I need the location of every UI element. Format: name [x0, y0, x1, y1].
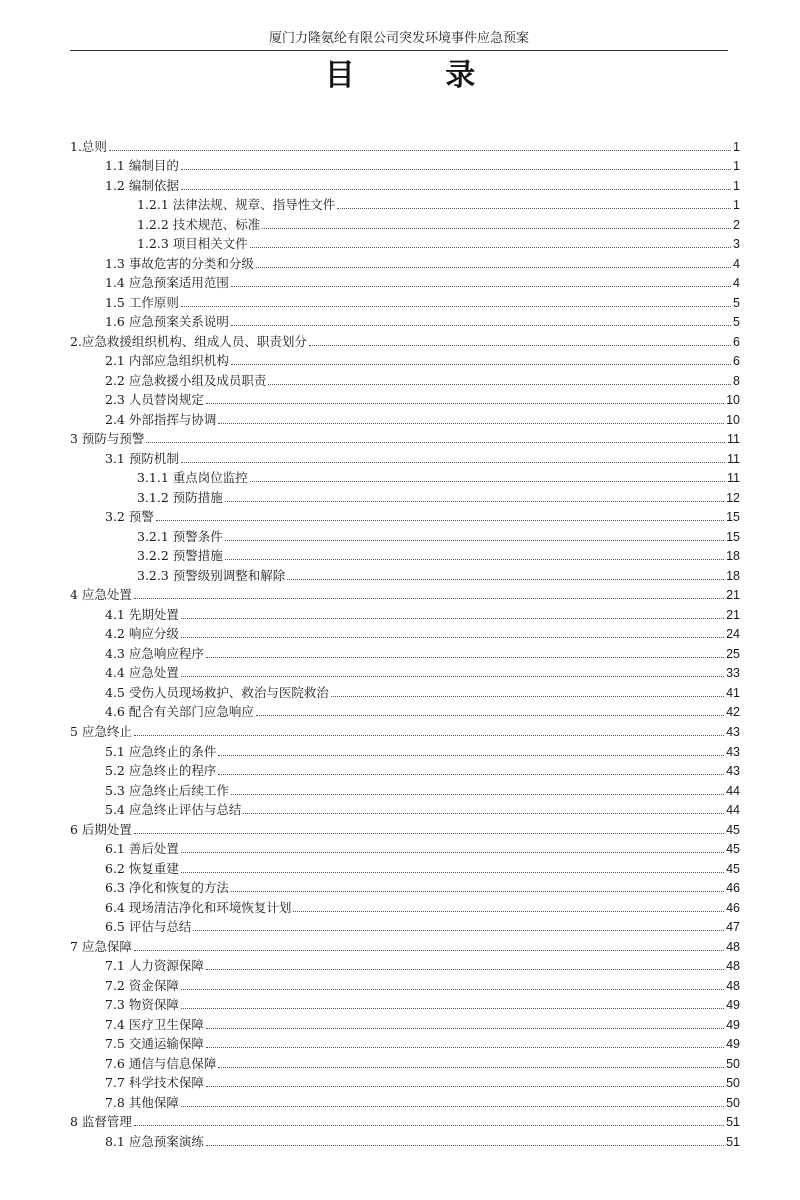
toc-entry[interactable] — [70, 194, 740, 214]
dot-leader — [231, 891, 724, 892]
toc-entry[interactable] — [70, 1111, 740, 1131]
toc-entry[interactable] — [70, 213, 740, 233]
dot-leader — [268, 384, 731, 385]
toc-entry[interactable] — [70, 857, 740, 877]
dot-leader — [181, 306, 731, 307]
toc-entry-page: 10 — [726, 412, 740, 427]
dot-leader — [250, 247, 731, 248]
toc-entry-page: 24 — [726, 627, 740, 642]
toc-entry-page: 3 — [733, 237, 740, 252]
toc-entry[interactable] — [70, 720, 740, 740]
toc-entry-page: 11 — [727, 471, 740, 486]
toc-entry-label: 3.2.1 预警条件 — [137, 528, 223, 544]
toc-entry-label: 7.6 通信与信息保障 — [105, 1055, 217, 1071]
toc-entry-page: 2 — [733, 217, 740, 232]
toc-entry-label: 7.2 资金保障 — [105, 977, 179, 993]
dot-leader — [256, 715, 724, 716]
toc-entry-label: 2.2 应急救援小组及成员职责 — [105, 372, 267, 388]
toc-entry[interactable] — [70, 1091, 740, 1111]
dot-leader — [256, 267, 731, 268]
toc-entry-page: 15 — [726, 529, 740, 544]
dot-leader — [181, 852, 724, 853]
toc-entry[interactable] — [70, 545, 740, 565]
dot-leader — [134, 735, 724, 736]
toc-entry-page: 33 — [726, 666, 740, 681]
toc-entry[interactable] — [70, 974, 740, 994]
toc-entry[interactable] — [70, 389, 740, 409]
toc-entry-page: 50 — [726, 1056, 740, 1071]
toc-entry-label: 2.应急救援组织机构、组成人员、职责划分 — [70, 333, 307, 349]
toc-entry[interactable] — [70, 877, 740, 897]
toc-entry[interactable] — [70, 408, 740, 428]
dot-leader — [193, 930, 724, 931]
toc-entry-page: 45 — [726, 861, 740, 876]
toc-entry[interactable] — [70, 740, 740, 760]
toc-entry[interactable] — [70, 779, 740, 799]
dot-leader — [181, 189, 731, 190]
toc-entry-label: 4 应急处置 — [70, 587, 132, 603]
dot-leader — [231, 325, 731, 326]
dot-leader — [337, 208, 731, 209]
toc-entry-page: 46 — [726, 900, 740, 915]
toc-entry-page: 43 — [726, 724, 740, 739]
toc-entry[interactable] — [70, 1033, 740, 1053]
toc-entry-label: 6.3 净化和恢复的方法 — [105, 880, 229, 896]
toc-entry-label: 8 监督管理 — [70, 1114, 132, 1130]
dot-leader — [309, 345, 731, 346]
toc-entry-page: 49 — [726, 998, 740, 1013]
toc-entry-label: 6.1 善后处置 — [105, 841, 179, 857]
toc-entry-page: 49 — [726, 1017, 740, 1032]
toc-entry-label: 1.5 工作原则 — [105, 294, 179, 310]
dot-leader — [206, 403, 724, 404]
toc-entry-page: 43 — [726, 764, 740, 779]
toc-entry[interactable] — [70, 603, 740, 623]
toc-entry-label: 1.总则 — [70, 138, 107, 154]
toc-entry-label: 5.3 应急终止后续工作 — [105, 782, 229, 798]
toc-entry-label: 7.7 科学技术保障 — [105, 1075, 204, 1091]
toc-entry-label: 3 预防与预警 — [70, 431, 145, 447]
dot-leader — [231, 364, 731, 365]
toc-entry-label: 4.4 应急处置 — [105, 665, 179, 681]
toc-entry-page: 46 — [726, 881, 740, 896]
toc-entry[interactable] — [70, 1013, 740, 1033]
dot-leader — [293, 911, 724, 912]
toc-entry-label: 3.2 预警 — [105, 509, 154, 525]
toc-entry-label: 7.5 交通运输保障 — [105, 1036, 204, 1052]
toc-entry[interactable] — [70, 330, 740, 350]
dot-leader — [156, 520, 724, 521]
dot-leader — [181, 637, 724, 638]
toc-entry[interactable] — [70, 272, 740, 292]
toc-entry-label: 8.1 应急预案演练 — [105, 1133, 204, 1149]
dot-leader — [181, 618, 724, 619]
toc-entry[interactable] — [70, 662, 740, 682]
toc-entry-label: 6.5 评估与总结 — [105, 919, 192, 935]
toc-entry-page: 47 — [726, 920, 740, 935]
toc-entry-page: 45 — [726, 842, 740, 857]
toc-entry[interactable] — [70, 350, 740, 370]
dot-leader — [231, 286, 731, 287]
toc-entry-page: 12 — [726, 490, 740, 505]
toc-entry[interactable] — [70, 1072, 740, 1092]
toc-entry-page: 1 — [733, 178, 740, 193]
toc-entry[interactable] — [70, 311, 740, 331]
toc-entry[interactable] — [70, 760, 740, 780]
dot-leader — [181, 1106, 724, 1107]
toc-entry[interactable] — [70, 1130, 740, 1150]
toc-entry-label: 2.1 内部应急组织机构 — [105, 353, 229, 369]
dot-leader — [287, 579, 724, 580]
toc-entry-page: 43 — [726, 744, 740, 759]
toc-entry-page: 8 — [733, 373, 740, 388]
toc-entry-page: 49 — [726, 1037, 740, 1052]
toc-entry[interactable] — [70, 525, 740, 545]
toc-entry-page: 6 — [733, 354, 740, 369]
toc-entry[interactable] — [70, 1052, 740, 1072]
toc-entry[interactable] — [70, 994, 740, 1014]
toc-entry-page: 51 — [726, 1115, 740, 1130]
toc-entry-label: 4.5 受伤人员现场救护、救治与医院救治 — [105, 684, 329, 700]
dot-leader — [181, 169, 731, 170]
toc-entry-page: 5 — [733, 315, 740, 330]
toc-entry[interactable] — [70, 252, 740, 272]
toc-entry-label: 3.1.1 重点岗位监控 — [137, 470, 248, 486]
toc-entry-page: 50 — [726, 1095, 740, 1110]
dot-leader — [146, 442, 725, 443]
dot-leader — [262, 228, 731, 229]
dot-leader — [331, 696, 724, 697]
toc-entry[interactable] — [70, 486, 740, 506]
dot-leader — [206, 1145, 724, 1146]
toc-entry-page: 50 — [726, 1076, 740, 1091]
toc-entry[interactable] — [70, 681, 740, 701]
toc-entry-page: 18 — [726, 549, 740, 564]
toc-entry-page: 51 — [726, 1134, 740, 1149]
toc-entry-page: 1 — [733, 198, 740, 213]
toc-entry[interactable] — [70, 818, 740, 838]
toc-entry-label: 7.4 医疗卫生保障 — [105, 1016, 204, 1032]
running-header: 厦门力隆氨纶有限公司突发环境事件应急预案 — [268, 31, 529, 46]
toc-entry-page: 15 — [726, 510, 740, 525]
toc-entry-page: 10 — [726, 393, 740, 408]
toc-entry-page: 44 — [726, 783, 740, 798]
toc-entry-label: 3.1 预防机制 — [105, 450, 179, 466]
toc-entry-label: 4.2 响应分级 — [105, 626, 179, 642]
dot-leader — [134, 833, 724, 834]
dot-leader — [206, 657, 724, 658]
dot-leader — [109, 150, 731, 151]
dot-leader — [181, 676, 724, 677]
toc-entry-label: 7 应急保障 — [70, 938, 132, 954]
dot-leader — [134, 1125, 724, 1126]
dot-leader — [134, 598, 724, 599]
toc-entry[interactable] — [70, 916, 740, 936]
toc-entry-label: 3.2.3 预警级别调整和解除 — [137, 567, 286, 583]
toc-entry-label: 5.4 应急终止评估与总结 — [105, 802, 242, 818]
toc-entry-label: 3.1.2 预防措施 — [137, 489, 223, 505]
toc-entry-page: 1 — [733, 159, 740, 174]
toc-entry-label: 6.4 现场清洁净化和环境恢复计划 — [105, 899, 292, 915]
toc-entry[interactable] — [70, 369, 740, 389]
toc-entry-label: 5.2 应急终止的程序 — [105, 763, 217, 779]
toc-entry-label: 7.8 其他保障 — [105, 1094, 179, 1110]
toc-entry-page: 11 — [727, 432, 740, 447]
toc-entry-label: 1.2.3 项目相关文件 — [137, 236, 248, 252]
toc-entry-label: 5.1 应急终止的条件 — [105, 743, 217, 759]
toc-entry[interactable] — [70, 935, 740, 955]
toc-entry-page: 41 — [726, 685, 740, 700]
dot-leader — [181, 462, 725, 463]
toc-entry-label: 7.1 人力资源保障 — [105, 958, 204, 974]
dot-leader — [218, 423, 724, 424]
toc-entry-page: 21 — [726, 607, 740, 622]
toc-entry[interactable] — [70, 174, 740, 194]
toc-entry[interactable] — [70, 428, 740, 448]
toc-entry[interactable] — [70, 838, 740, 858]
toc-entry-label: 7.3 物资保障 — [105, 997, 179, 1013]
toc-entry-page: 44 — [726, 803, 740, 818]
toc-entry-label: 1.4 应急预案适用范围 — [105, 275, 229, 291]
toc-entry-page: 5 — [733, 295, 740, 310]
toc-entry-page: 21 — [726, 588, 740, 603]
toc-entry[interactable] — [70, 623, 740, 643]
toc-entry[interactable] — [70, 155, 740, 175]
dot-leader — [181, 1008, 724, 1009]
dot-leader — [218, 755, 724, 756]
dot-leader — [206, 969, 724, 970]
toc-entry[interactable] — [70, 701, 740, 721]
toc-entry[interactable] — [70, 506, 740, 526]
toc-entry-label: 1.3 事故危害的分类和分级 — [105, 255, 254, 271]
toc-entry-label: 2.4 外部指挥与协调 — [105, 411, 217, 427]
toc-entry[interactable] — [70, 955, 740, 975]
dot-leader — [218, 774, 724, 775]
toc-entry-label: 4.1 先期处置 — [105, 606, 179, 622]
dot-leader — [134, 950, 724, 951]
toc-entry-page: 4 — [733, 256, 740, 271]
toc-entry[interactable] — [70, 447, 740, 467]
toc-title: 目 录 — [324, 58, 516, 93]
toc-entry[interactable] — [70, 291, 740, 311]
toc-entry-page: 18 — [726, 568, 740, 583]
toc-entry-page: 42 — [726, 705, 740, 720]
dot-leader — [181, 989, 724, 990]
toc-entry-label: 1.2 编制依据 — [105, 177, 179, 193]
toc-entry[interactable] — [70, 642, 740, 662]
table-of-contents — [70, 135, 740, 1150]
dot-leader — [218, 1067, 724, 1068]
toc-entry-page: 4 — [733, 276, 740, 291]
toc-entry[interactable] — [70, 564, 740, 584]
toc-entry[interactable] — [70, 135, 740, 155]
dot-leader — [231, 794, 724, 795]
toc-entry-label: 3.2.2 预警措施 — [137, 548, 223, 564]
toc-entry[interactable] — [70, 896, 740, 916]
toc-entry-page: 1 — [733, 139, 740, 154]
toc-entry-page: 48 — [726, 939, 740, 954]
toc-entry[interactable] — [70, 467, 740, 487]
toc-entry-label: 1.2.2 技术规范、标准 — [137, 216, 261, 232]
toc-entry-label: 4.6 配合有关部门应急响应 — [105, 704, 254, 720]
header-rule — [70, 50, 728, 51]
dot-leader — [206, 1086, 724, 1087]
toc-entry-label: 2.3 人员替岗规定 — [105, 392, 204, 408]
dot-leader — [181, 872, 724, 873]
toc-entry-page: 11 — [727, 451, 740, 466]
dot-leader — [225, 501, 724, 502]
toc-entry-page: 48 — [726, 978, 740, 993]
dot-leader — [206, 1028, 724, 1029]
toc-entry-label: 1.1 编制目的 — [105, 158, 179, 174]
toc-entry-label: 1.2.1 法律法规、规章、指导性文件 — [137, 197, 336, 213]
toc-entry-label: 5 应急终止 — [70, 723, 132, 739]
dot-leader — [250, 481, 725, 482]
toc-entry-label: 1.6 应急预案关系说明 — [105, 314, 229, 330]
toc-entry-page: 45 — [726, 822, 740, 837]
toc-entry-label: 6.2 恢复重建 — [105, 860, 179, 876]
dot-leader — [225, 559, 724, 560]
toc-entry-page: 48 — [726, 959, 740, 974]
toc-entry-page: 6 — [733, 334, 740, 349]
dot-leader — [225, 540, 724, 541]
toc-entry-page: 25 — [726, 646, 740, 661]
toc-entry-label: 6 后期处置 — [70, 821, 132, 837]
toc-entry[interactable] — [70, 799, 740, 819]
dot-leader — [206, 1047, 724, 1048]
toc-entry-label: 4.3 应急响应程序 — [105, 645, 204, 661]
dot-leader — [243, 813, 724, 814]
toc-entry[interactable] — [70, 233, 740, 253]
toc-entry[interactable] — [70, 584, 740, 604]
